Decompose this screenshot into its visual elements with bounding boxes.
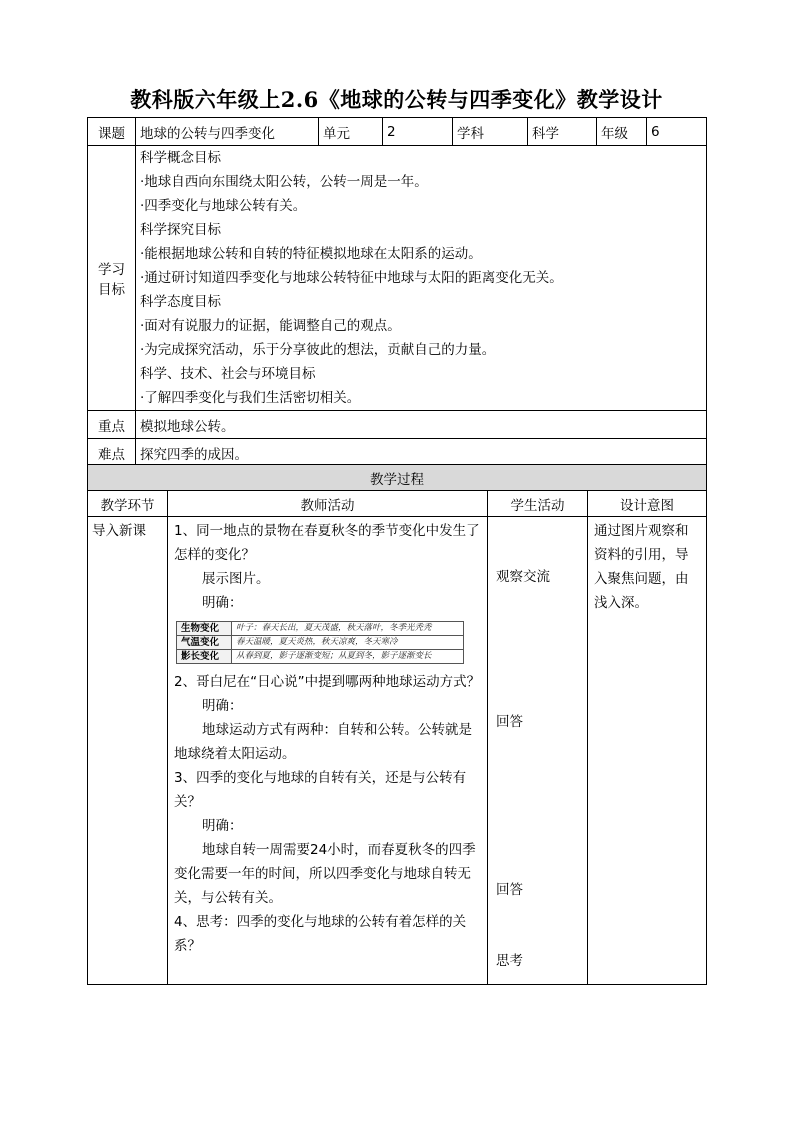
student-activity-4: 思考 xyxy=(496,953,523,969)
change-key: 影长变化 xyxy=(177,650,232,664)
topic-value: 地球的公转与四季变化 xyxy=(136,118,319,146)
season-change-image-table xyxy=(176,621,464,664)
clarify-label-2: 明确： xyxy=(202,698,243,714)
goal-line: 科学态度目标 xyxy=(140,294,221,310)
difficulty-label: 难点 xyxy=(88,439,136,467)
goal-line: 科学概念目标 xyxy=(140,150,221,166)
change-value: 春天温暖，夏天炎热，秋天凉爽，冬天寒冷 xyxy=(232,636,464,650)
unit-label: 单元 xyxy=(319,118,383,146)
grade-value: 6 xyxy=(647,118,707,146)
subject-label: 学科 xyxy=(453,118,528,146)
answer-2: 地球运动方式有两种：自转和公转。公转就是地球绕着太阳运动。 xyxy=(174,722,472,762)
col-student-header: 学生活动 xyxy=(488,491,588,517)
process-title: 教学过程 xyxy=(88,465,707,491)
unit-value: 2 xyxy=(383,118,453,146)
goals-content xyxy=(136,146,707,411)
subject-value: 科学 xyxy=(528,118,597,146)
goal-line: ·能根据地球公转和自转的特征模拟地球在太阳系的运动。 xyxy=(140,246,482,262)
show-pictures-text: 展示图片。 xyxy=(202,571,270,587)
change-value: 从春到夏，影子逐渐变短；从夏到冬，影子逐渐变长 xyxy=(232,650,464,664)
goal-line: 科学探究目标 xyxy=(140,222,221,238)
student-activity-2: 回答 xyxy=(496,714,523,730)
student-activity-1: 观察交流 xyxy=(496,569,550,585)
goal-line: ·为完成探究活动，乐于分享彼此的想法，贡献自己的力量。 xyxy=(140,342,496,358)
clarify-label-3: 明确： xyxy=(202,818,243,834)
topic-label: 课题 xyxy=(88,118,136,146)
question-4: 4、思考：四季的变化与地球的公转有着怎样的关系？ xyxy=(174,914,467,954)
stage-name: 导入新课 xyxy=(88,517,168,985)
teaching-process-table xyxy=(87,464,707,985)
student-activity-3: 回答 xyxy=(496,882,523,898)
design-intent: 通过图片观察和资料的引用，导入聚焦问题，由浅入深。 xyxy=(588,517,707,985)
student-activity xyxy=(488,517,588,985)
col-teacher-header: 教师活动 xyxy=(168,491,488,517)
change-key: 生物变化 xyxy=(177,622,232,636)
goal-line: 科学、技术、社会与环境目标 xyxy=(140,366,316,382)
col-design-header: 设计意图 xyxy=(588,491,707,517)
difficulty-value: 探究四季的成因。 xyxy=(136,439,707,467)
lesson-info-table xyxy=(87,117,707,467)
question-2: 2、哥白尼在“日心说”中提到哪两种地球运动方式？ xyxy=(174,674,481,690)
goal-line: ·四季变化与地球公转有关。 xyxy=(140,198,307,214)
goal-line: ·地球自西向东围绕太阳公转，公转一周是一年。 xyxy=(140,174,428,190)
col-stage-header: 教学环节 xyxy=(88,491,168,517)
question-3: 3、四季的变化与地球的自转有关，还是与公转有关？ xyxy=(174,770,467,810)
question-1: 1、同一地点的景物在春夏秋冬的季节变化中发生了怎样的变化？ xyxy=(174,523,480,563)
goals-label-line2: 目标 xyxy=(98,282,125,298)
key-point-value: 模拟地球公转。 xyxy=(136,411,707,439)
goal-line: ·了解四季变化与我们生活密切相关。 xyxy=(140,390,361,406)
document-title: 教科版六年级上2.6《地球的公转与四季变化》教学设计 xyxy=(130,87,663,112)
change-key: 气温变化 xyxy=(177,636,232,650)
change-value: 叶子：春天长出，夏天茂盛，秋天落叶，冬季光秃秃 xyxy=(232,622,464,636)
key-point-label: 重点 xyxy=(88,411,136,439)
grade-label: 年级 xyxy=(597,118,647,146)
answer-3: 地球自转一周需要24小时，而春夏秋冬的四季变化需要一年的时间，所以四季变化与地球自转无关，与公转有关。 xyxy=(174,842,476,906)
teacher-activity xyxy=(168,517,488,985)
goal-line: ·面对有说服力的证据，能调整自己的观点。 xyxy=(140,318,401,334)
clarify-label-1: 明确： xyxy=(202,595,243,611)
goals-label xyxy=(88,146,136,411)
goals-label-line1: 学习 xyxy=(98,262,125,278)
goal-line: ·通过研讨知道四季变化与地球公转特征中地球与太阳的距离变化无关。 xyxy=(140,270,563,286)
